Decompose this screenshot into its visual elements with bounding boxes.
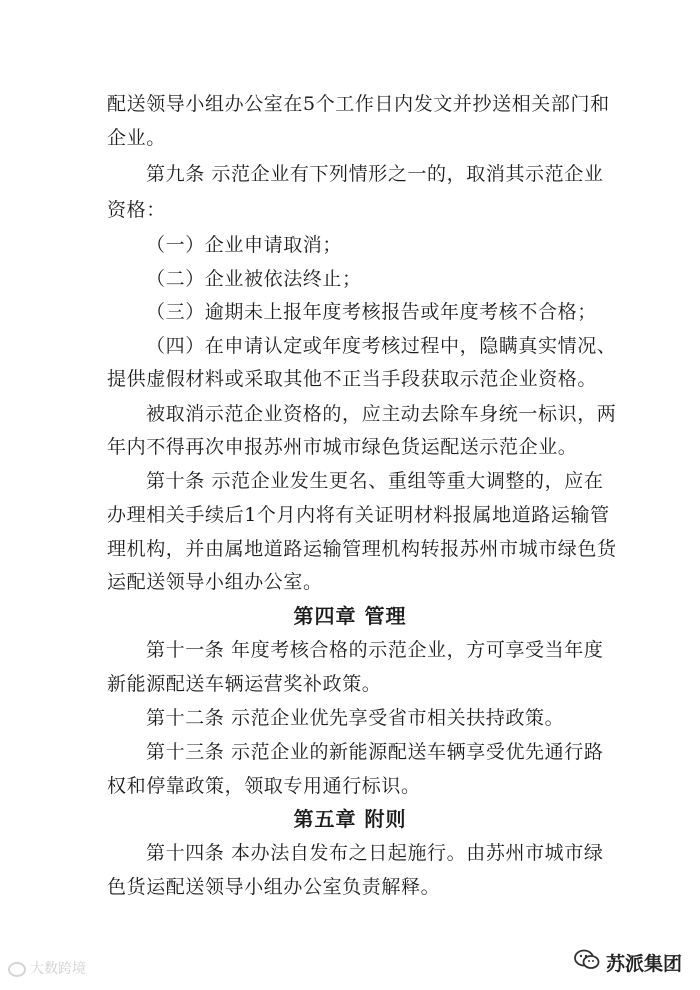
text-line: 第十四条 本办法自发布之日起施行。由苏州市城市绿	[146, 842, 604, 864]
text-line: 运配送领导小组办公室。	[107, 571, 323, 593]
text-line: 被取消示范企业资格的，应主动去除车身统一标识，两	[146, 403, 617, 425]
text-line: （四）在申请认定或年度考核过程中，隐瞒真实情况、	[146, 335, 617, 357]
watermark-right	[574, 949, 682, 976]
weibo-icon	[8, 962, 26, 977]
text-line: 第十三条 示范企业的新能源配送车辆享受优先通行路	[146, 741, 604, 763]
text-line: 年内不得再次申报苏州市城市绿色货运配送示范企业。	[107, 436, 578, 458]
text-line: 提供虚假材料或采取其他不正当手段获取示范企业资格。	[107, 368, 598, 390]
watermark-right-text: 苏派集团	[606, 953, 683, 975]
text-line: 权和停靠政策，领取专用通行标识。	[107, 775, 421, 797]
text-line: 第九条 示范企业有下列情形之一的，取消其示范企业	[146, 163, 604, 185]
text-line: （二）企业被依法终止；	[146, 268, 362, 290]
text-line: 配送领导小组办公室在5个工作日内发文并抄送相关部门和	[107, 93, 610, 115]
text-line: 第十一条 年度考核合格的示范企业，方可享受当年度	[146, 639, 604, 661]
watermark-left	[8, 958, 86, 978]
text-line: 企业。	[107, 127, 166, 149]
chapter-5-heading: 第五章 附则	[293, 807, 407, 831]
text-line: 新能源配送车辆运营奖补政策。	[107, 673, 382, 695]
text-line: （一）企业申请取消；	[146, 234, 343, 256]
text-line: 办理相关手续后1个月内将有关证明材料报属地道路运输管	[107, 504, 610, 526]
text-line: 色货运配送领导小组办公室负责解释。	[107, 876, 441, 898]
text-line: 理机构，并由属地道路运输管理机构转报苏州市城市绿色货	[107, 538, 617, 560]
wechat-icon	[574, 949, 600, 976]
text-line: 第十二条 示范企业优先享受省市相关扶持政策。	[146, 707, 565, 729]
text-line: 资格：	[107, 199, 166, 221]
text-line: 第十条 示范企业发生更名、重组等重大调整的，应在	[146, 470, 604, 492]
chapter-4-heading: 第四章 管理	[293, 604, 407, 628]
text-line: （三）逾期未上报年度考核报告或年度考核不合格；	[146, 301, 597, 323]
watermark-left-text: 大数跨境	[30, 961, 86, 977]
